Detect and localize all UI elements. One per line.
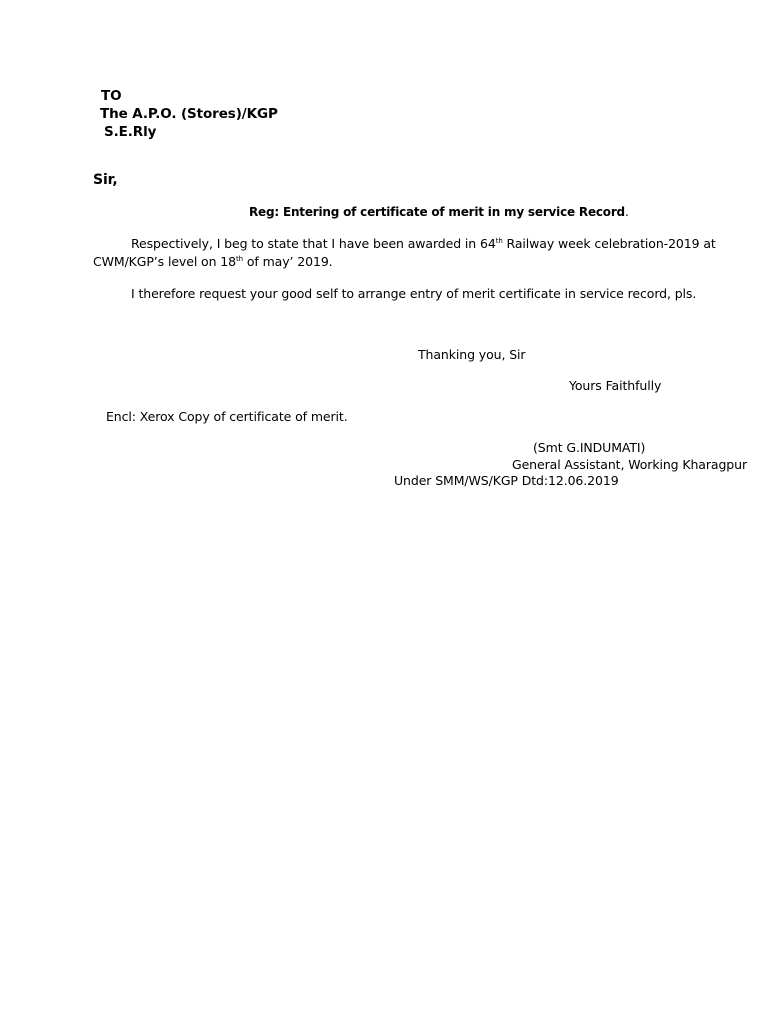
closing-yours: Yours Faithfully xyxy=(569,378,662,393)
enclosure-note: Encl: Xerox Copy of certificate of merit. xyxy=(106,409,348,424)
subject-prefix: Reg xyxy=(249,205,275,219)
signatory-under-date: Under SMM/WS/KGP Dtd:12.06.2019 xyxy=(394,473,619,488)
body-paragraph-2: I therefore request your good self to arrange entry of merit certificate in service record, pls. xyxy=(131,286,697,301)
para1-text-b: Railway week celebration-2019 at xyxy=(502,236,716,251)
body-paragraph-1-line-1 xyxy=(131,236,716,252)
address-recipient: The A.P.O. (Stores)/KGP xyxy=(100,106,278,122)
signatory-name: (Smt G.INDUMATI) xyxy=(533,440,646,455)
subject-end: . xyxy=(624,205,629,219)
para1-text-a: Respectively, I beg to state that I have been awarded in 64 xyxy=(131,236,496,251)
body-paragraph-1-line-2 xyxy=(93,254,333,270)
closing-thanks: Thanking you, Sir xyxy=(418,347,526,362)
para1-sup-b: th xyxy=(236,254,243,263)
address-to: TO xyxy=(101,88,122,104)
subject-line xyxy=(249,204,629,220)
para1-text-c: CWM/KGP’s level on 18 xyxy=(93,254,237,269)
para1-text-d: of may’ 2019. xyxy=(243,254,333,269)
salutation: Sir, xyxy=(93,172,118,188)
address-railway: S.E.Rly xyxy=(104,124,157,140)
subject-text: : Entering of certificate of merit in my service Record xyxy=(274,205,625,219)
signatory-designation: General Assistant, Working Kharagpur xyxy=(512,457,747,472)
para1-sup-a: th xyxy=(495,236,503,245)
